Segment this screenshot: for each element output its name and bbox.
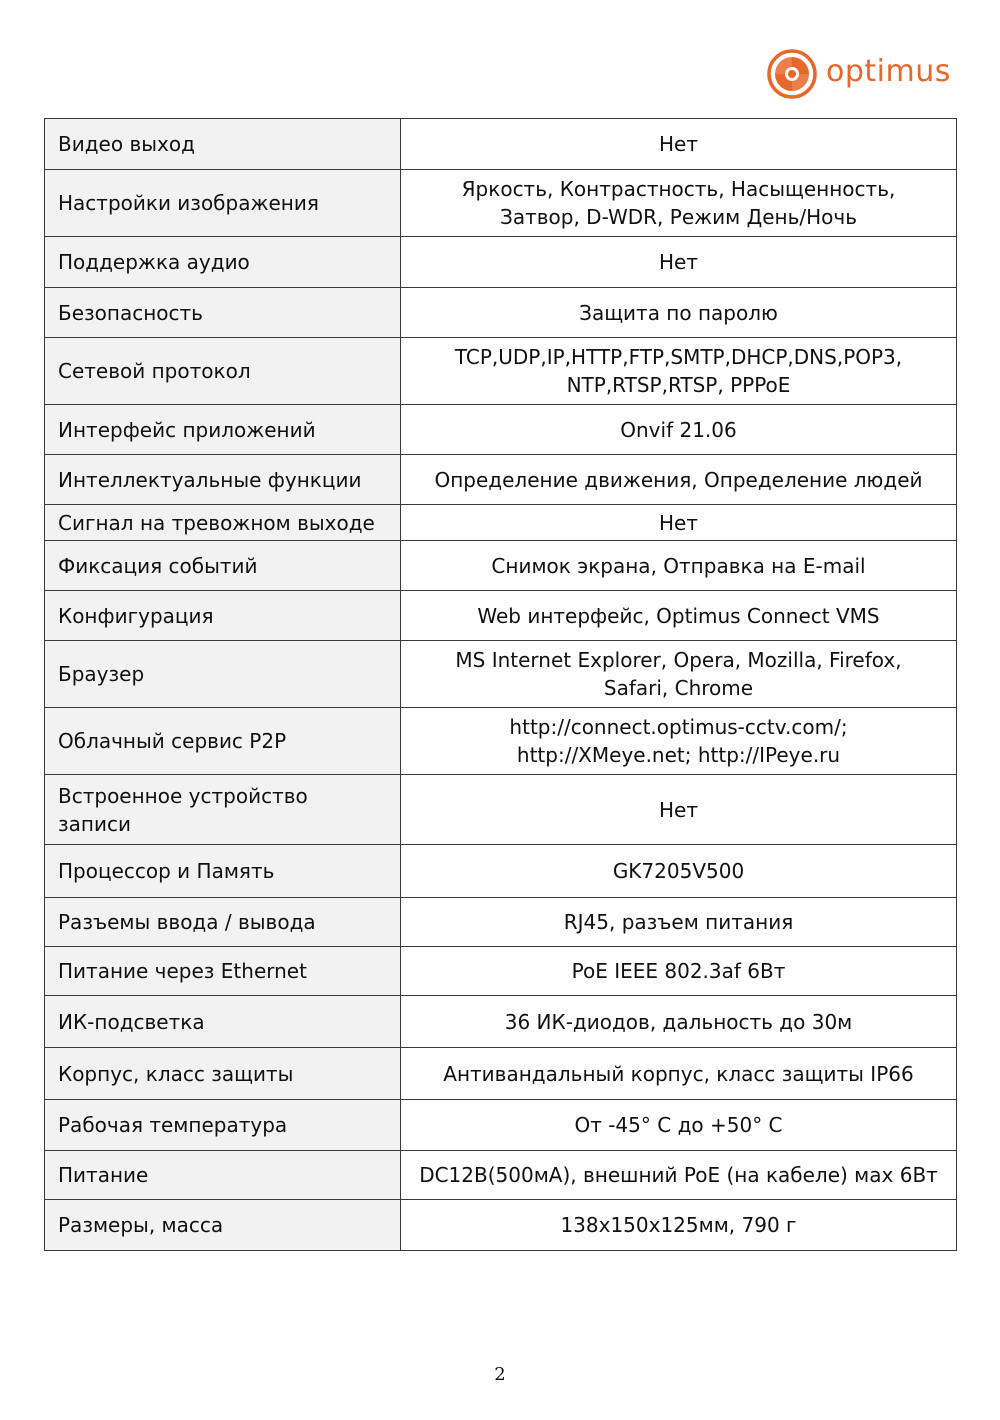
table-row: [45, 591, 957, 641]
spec-value-line: От -45° С до +50° С: [574, 1113, 783, 1137]
spec-key: Интерфейс приложений: [45, 405, 401, 455]
table-row: [45, 947, 957, 996]
table-row: [45, 641, 957, 708]
brand-name: optimus: [826, 54, 951, 89]
spec-key: Безопасность: [45, 288, 401, 338]
spec-value: [401, 288, 957, 338]
spec-value: [401, 119, 957, 170]
spec-value-line: Определение движения, Определение людей: [434, 467, 923, 492]
table-row: [45, 775, 957, 845]
spec-value-line: Затвор, D-WDR, Режим День/Ночь: [500, 205, 857, 229]
spec-value: [401, 505, 957, 541]
spec-value: [401, 455, 957, 505]
spec-value-line: Нет: [659, 250, 698, 274]
spec-value-line: TCP,UDP,IP,HTTP,FTP,SMTP,DHCP,DNS,POP3,: [454, 345, 903, 369]
spec-key: Фиксация событий: [45, 541, 401, 591]
spec-key: Поддержка аудио: [45, 237, 401, 288]
table-row: [45, 119, 957, 170]
spec-value: [401, 170, 957, 237]
spec-key: Рабочая температура: [45, 1100, 401, 1151]
spec-key: Конфигурация: [45, 591, 401, 641]
table-row: [45, 288, 957, 338]
table-row: [45, 1151, 957, 1200]
spec-key: Настройки изображения: [45, 170, 401, 237]
spec-value-line: http://connect.optimus-cctv.com/;: [509, 715, 848, 739]
spec-value: [401, 405, 957, 455]
table-row: [45, 237, 957, 288]
spec-value-line: Антивандальный корпус, класс защиты IP66: [443, 1061, 914, 1086]
spec-value: [401, 1100, 957, 1151]
table-row: [45, 505, 957, 541]
spec-value: [401, 541, 957, 591]
table-row: [45, 898, 957, 947]
table-row: [45, 708, 957, 775]
table-row: [45, 996, 957, 1048]
spec-key: Питание через Ethernet: [45, 947, 401, 996]
spec-value-line: Нет: [659, 797, 698, 822]
spec-key: Питание: [45, 1151, 401, 1200]
table-row: [45, 405, 957, 455]
brand-logo: [766, 48, 951, 100]
table-row: [45, 541, 957, 591]
spec-value: [401, 1048, 957, 1100]
spec-value: [401, 641, 957, 708]
spec-value: [401, 996, 957, 1048]
spec-value: [401, 708, 957, 775]
spec-value-line: Яркость, Контрастность, Насыщенность,: [461, 177, 896, 201]
spec-value-line: GK7205V500: [612, 859, 745, 883]
spec-key: Сигнал на тревожном выходе: [45, 505, 401, 541]
spec-value-line: Safari, Chrome: [603, 676, 754, 700]
spec-value-line: Нет: [659, 510, 698, 535]
spec-key: Облачный сервис P2P: [45, 708, 401, 775]
spec-value-line: 138х150х125мм, 790 г: [560, 1213, 797, 1237]
spec-value: [401, 591, 957, 641]
spec-value: [401, 1151, 957, 1200]
spec-value: [401, 237, 957, 288]
table-row: [45, 455, 957, 505]
spec-value: [401, 947, 957, 996]
spec-value-line: MS Internet Explorer, Opera, Mozilla, Firefox,: [455, 648, 902, 672]
spec-key: Процессор и Память: [45, 845, 401, 898]
spec-key: Видео выход: [45, 119, 401, 170]
page-number: 2: [494, 1364, 506, 1385]
spec-value-line: DC12В(500мА), внешний PoE (на кабеле) мах 6Вт: [419, 1163, 938, 1187]
table-row: [45, 170, 957, 237]
spec-value-line: http://XMeye.net; http://IPeye.ru: [516, 743, 841, 767]
table-row: [45, 338, 957, 405]
table-row: [45, 845, 957, 898]
optimus-logo-icon: [766, 48, 818, 100]
spec-value: [401, 338, 957, 405]
spec-value-line: Web интерфейс, Optimus Connect VMS: [477, 603, 880, 628]
spec-value: [401, 845, 957, 898]
spec-key: Разъемы ввода / вывода: [45, 898, 401, 947]
spec-value-line: Onvif 21.06: [620, 417, 737, 442]
table-row: [45, 1048, 957, 1100]
spec-value-line: NTP,RTSP,RTSP, PPPoE: [566, 373, 791, 397]
spec-value-line: Снимок экрана, Отправка на E-mail: [491, 553, 866, 578]
spec-value-line: RJ45, разъем питания: [563, 910, 794, 934]
table-row: [45, 1100, 957, 1151]
spec-key: Корпус, класс защиты: [45, 1048, 401, 1100]
spec-value-line: PoE IEEE 802.3af 6Вт: [571, 959, 786, 983]
spec-key: Размеры, масса: [45, 1200, 401, 1251]
table-row: [45, 1200, 957, 1251]
spec-table: [44, 118, 957, 1251]
spec-key: ИК-подсветка: [45, 996, 401, 1048]
spec-key: Встроенное устройство записи: [45, 775, 401, 845]
spec-value-line: Защита по паролю: [579, 300, 778, 325]
spec-value-line: Нет: [659, 132, 698, 156]
spec-key: Интеллектуальные функции: [45, 455, 401, 505]
spec-key: Сетевой протокол: [45, 338, 401, 405]
spec-value: [401, 1200, 957, 1251]
spec-value: [401, 898, 957, 947]
spec-value-line: 36 ИК-диодов, дальность до 30м: [504, 1009, 853, 1034]
spec-key: Браузер: [45, 641, 401, 708]
spec-value: [401, 775, 957, 845]
